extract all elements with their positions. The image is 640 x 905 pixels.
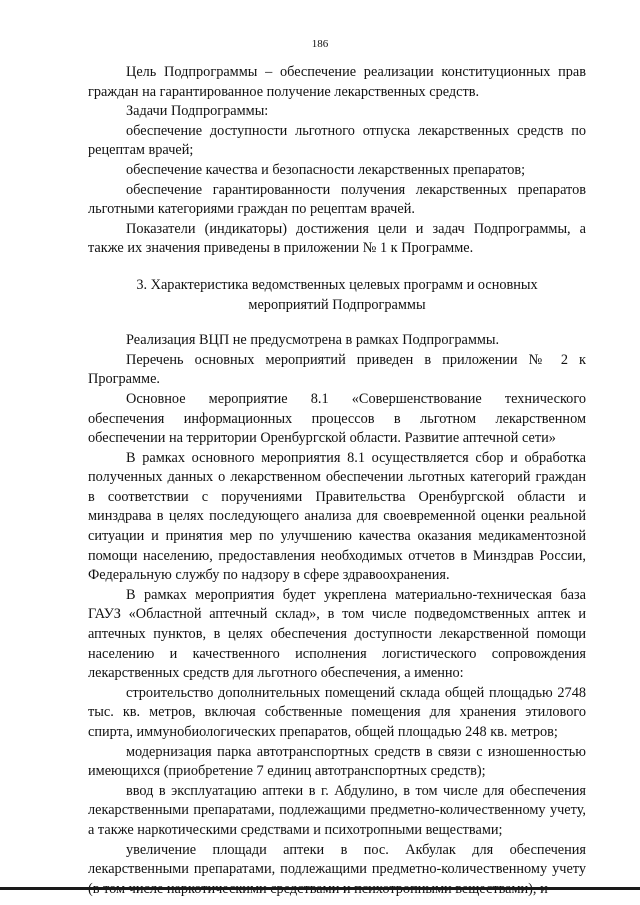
section-paragraph: Перечень основных мероприятий приведен в приложении № 2 к Программе. <box>88 351 586 388</box>
tasks-heading: Задачи Подпрограммы: <box>126 103 269 120</box>
page-number: 186 <box>311 38 329 50</box>
list-item: ввод в эксплуатацию аптеки в г. Абдулино, в том числе для обеспечения лекарственными препаратами, подлежащими предметно-количественному учету, а также наркотическими средствами и психотропными веществами; <box>88 782 586 838</box>
section-paragraph: В рамках мероприятия будет укреплена материально-техническая база ГАУЗ «Областной аптечный склад», в том числе подведомственных аптек и аптечных пунктов, в целях обеспечения доступности лекарственной помощи населению и качественного исполнения логистического сопровождения лекарственных средств для льготного обеспечения, а именно: <box>88 586 586 682</box>
list-item: модернизация парка автотранспортных средств в связи с изношенностью имеющихся (приобретение 7 единиц автотранспортных средств); <box>88 743 586 780</box>
list-item: строительство дополнительных помещений склада общей площадью 2748 тыс. кв. метров, включая собственные помещения для хранения этилового спирта, иммунобиологических препаратов, общей площадью 248 кв. метров; <box>88 684 586 740</box>
task-item: обеспечение гарантированности получения лекарственных препаратов льготными категориями граждан по рецептам врачей. <box>88 181 586 218</box>
bottom-rule <box>0 887 640 890</box>
goal-paragraph: Цель Подпрограммы – обеспечение реализации конституционных прав граждан на гарантированное получение лекарственных средств. <box>88 64 586 100</box>
list-item: увеличение площади аптеки в пос. Акбулак для обеспечения лекарственными препаратами, подлежащими предметно-количественному учету <box>88 841 586 878</box>
section-paragraph: Основное мероприятие 8.1 «Совершенствование технического обеспечения информационных процессов в льготном лекарственном обеспечении на территории Оренбургской области. Развитие аптечной сети» <box>88 390 586 447</box>
section-heading: 3. Характеристика ведомственных целевых программ и основных мероприятий Подпрограммы <box>136 276 538 313</box>
section-paragraph: В рамках основного мероприятия 8.1 осуществляется сбор и обработка полученных данных о лекарственном обеспечении льготных категорий граждан в соответствии с поручениями Правительства Оренбургской области и минздрава в целях последующего анализа для своевременной оценки реальной ситуации и принятия мер по улучшению качества оказания медикаментозной помощи населению, предоставления необходимых отчетов в Минздрав России, Федеральную службу по надзору в сфере здравоохранения. <box>88 449 586 584</box>
indicators-paragraph: Показатели (индикаторы) достижения цели и задач Подпрограммы, а также их значения приведены в приложении № 1 к Программе. <box>88 220 586 257</box>
document-body <box>88 63 586 899</box>
task-item: обеспечение доступности льготного отпуска лекарственных средств по рецептам врачей; <box>88 122 586 159</box>
section-paragraph: Реализация ВЦП не предусмотрена в рамках Подпрограммы. <box>126 332 500 349</box>
task-item: обеспечение качества и безопасности лекарственных препаратов; <box>126 161 526 178</box>
